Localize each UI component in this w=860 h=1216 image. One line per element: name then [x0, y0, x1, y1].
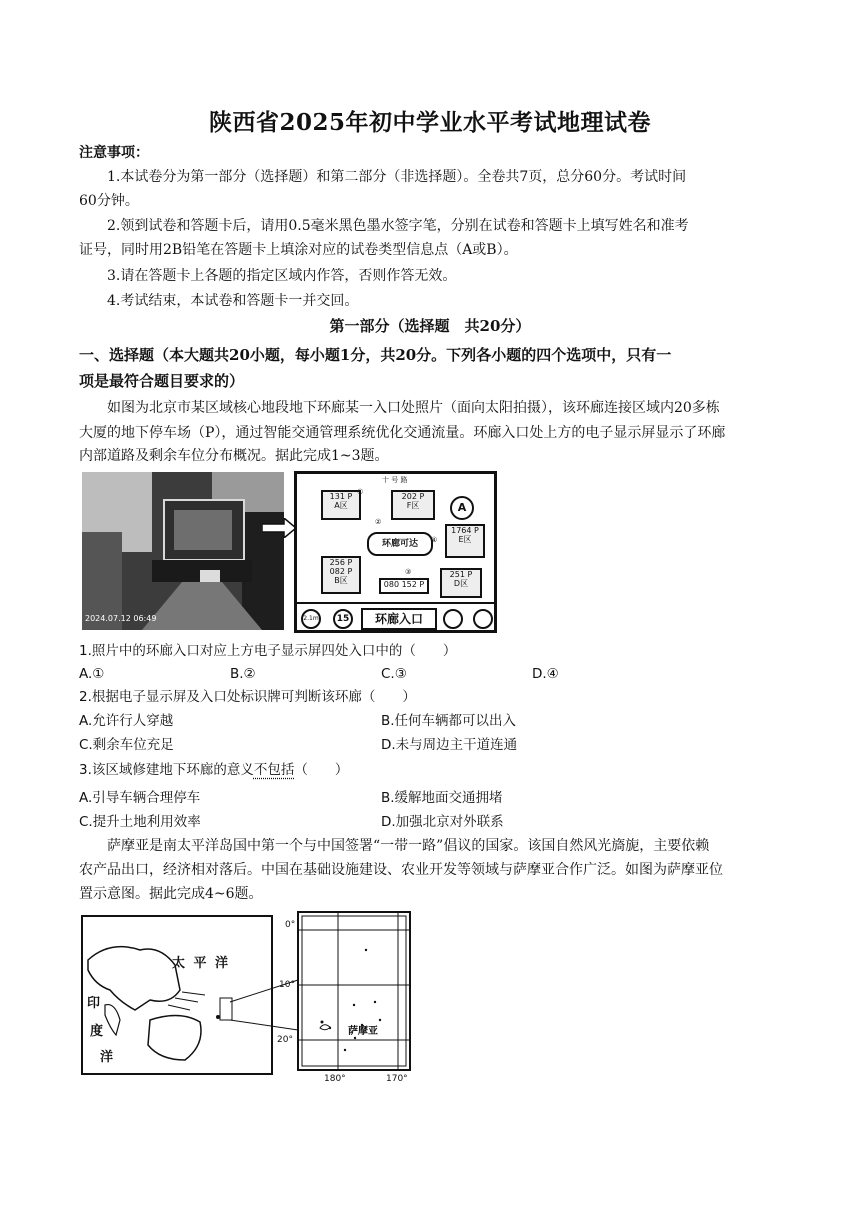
samoa-location-map: [80, 910, 415, 1088]
q2-option-d: D.未与周边主干道连通: [381, 737, 518, 753]
detail-map-frame: [298, 912, 410, 1070]
lon-180-label: 180°: [324, 1074, 346, 1084]
electronic-display-sign: [294, 471, 497, 633]
marker-1: ①: [357, 488, 364, 496]
q1-option-d: D.④: [532, 666, 559, 682]
notes-heading: 注意事项：: [79, 145, 149, 161]
zone-a-badge: A: [450, 496, 474, 520]
pacific-ocean-label: 太 平 洋: [172, 956, 231, 971]
q1-option-a: A.①: [79, 666, 105, 682]
samoa-dot: [216, 1015, 220, 1019]
note-1b: 60分钟。: [79, 193, 139, 209]
exam-title: 陕西省2025年初中学业水平考试地理试卷: [208, 109, 651, 136]
q3-option-d: D.加强北京对外联系: [381, 814, 504, 830]
q1-option-c: C.③: [381, 666, 407, 682]
section1-line2: 项是最符合题目要求的）: [79, 372, 245, 390]
lat-20-label: 20°: [277, 1035, 293, 1045]
indian-ocean-label-3: 洋: [100, 1050, 114, 1065]
note-2b: 证号，同时用2B铅笔在答题卡上填涂对应的试卷类型信息点（A或B）。: [79, 242, 518, 258]
passage2-line1: 萨摩亚是南太平洋岛国中第一个与中国签署“一带一路”倡议的国家。该国自然风光旖旎，主要依赖: [107, 838, 710, 854]
passage1-line2: 大厦的地下停车场（P），通过智能交通管理系统优化交通流量。环廊入口处上方的电子显示屏显示了环廊: [79, 425, 726, 441]
lat-0-label: 0°: [285, 920, 296, 930]
q3-option-a: A.引导车辆合理停车: [79, 790, 201, 806]
lon-170-label: 170°: [386, 1074, 408, 1084]
samoa-label: 萨摩亚: [348, 1026, 378, 1037]
passage2-line3: 置示意图。据此完成4~6题。: [79, 886, 263, 902]
entrance-photo: [82, 472, 284, 630]
note-1a: 1.本试卷分为第一部分（选择题）和第二部分（非选择题）。全卷共7页，总分60分。考试时间: [107, 169, 687, 185]
note-2a: 2.领到试卷和答题卡后，请用0.5毫米黑色墨水签字笔，分别在试卷和答题卡上填写姓名和准考: [107, 218, 689, 234]
area-f: 202 P F区: [391, 490, 435, 520]
q2-option-c: C.剩余车位充足: [79, 737, 174, 753]
area-b: 256 P 082 P B区: [321, 556, 361, 594]
speed-limit-sign: 15: [333, 609, 353, 629]
q3-option-c: C.提升土地利用效率: [79, 814, 201, 830]
area-e: 1764 P E区: [445, 524, 485, 558]
area-c: 080 152 P: [379, 578, 429, 594]
q2-stem: 2.根据电子显示屏及入口处标识牌可判断该环廊（ ）: [79, 689, 416, 705]
no-pedestrian-icon: [473, 609, 493, 629]
q3-stem: 3.该区域修建地下环廊的意义不包括（ ）: [79, 762, 349, 778]
passage1-line3: 内部道路及剩余车位分布概况。据此完成1~3题。: [79, 448, 389, 464]
indian-ocean-label-1: 印: [87, 996, 101, 1011]
lat-10-label: 10°: [279, 980, 295, 990]
part1-title: 第一部分（选择题 共20分）: [329, 317, 531, 335]
area-d: 251 P D区: [440, 568, 482, 598]
photo-timestamp: 2024.07.12 06:49: [85, 614, 157, 623]
q2-option-a: A.允许行人穿越: [79, 713, 174, 729]
q1-stem: 1.照片中的环廊入口对应上方电子显示屏四处入口中的（ ）: [79, 643, 457, 659]
q3-option-b: B.缓解地面交通拥堵: [381, 790, 503, 806]
q2-option-b: B.任何车辆都可以出入: [381, 713, 517, 729]
section1-line1: 一、选择题（本大题共20小题，每小题1分，共20分。下列各小题的四个选项中，只有一: [79, 346, 672, 364]
marker-3: ③: [405, 568, 412, 576]
passage1-line1: 如图为北京市某区域核心地段地下环廊某一入口处照片（面向太阳拍摄），该环廊连接区域内20多栋: [107, 400, 720, 416]
q1-option-b: B.②: [230, 666, 256, 682]
no-bicycle-icon: [443, 609, 463, 629]
note-3: 3.请在答题卡上各题的指定区域内作答，否则作答无效。: [107, 268, 457, 284]
note-4: 4.考试结束，本试卷和答题卡一并交回。: [107, 293, 359, 309]
loop-accessible: 环廊可达: [367, 532, 433, 556]
passage2-line2: 农产品出口，经济相对落后。中国在基础设施建设、农业开发等领域与萨摩亚合作广泛。如图为萨摩亚位: [79, 862, 723, 878]
loop-entrance-label: 环廊入口: [361, 608, 437, 630]
height-limit-sign: 2.1m: [301, 609, 321, 629]
sign-top-road: 十 号 路: [382, 476, 408, 484]
area-a: 131 P A区: [321, 490, 361, 520]
arrow-icon: [262, 518, 298, 538]
indian-ocean-label-2: 度: [90, 1024, 104, 1039]
marker-2: ②: [375, 518, 382, 526]
sign-divider: [297, 602, 494, 604]
marker-4: ④: [431, 536, 438, 544]
